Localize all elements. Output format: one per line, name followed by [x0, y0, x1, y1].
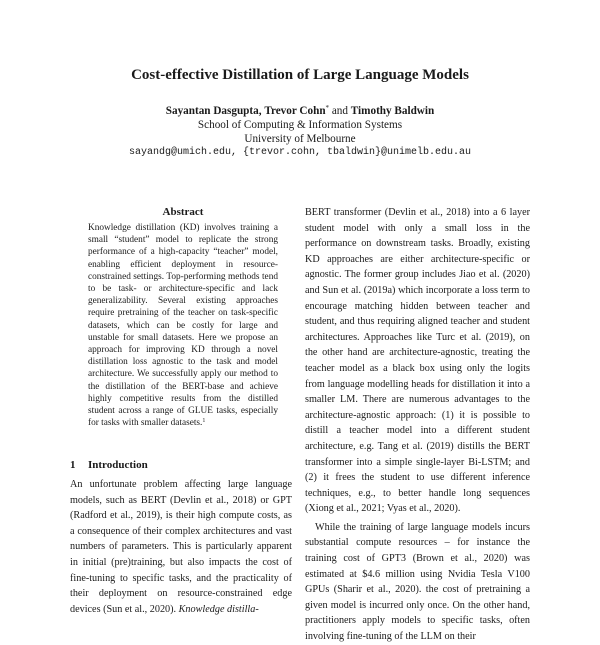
- abstract-text: Knowledge distillation (KD) involves training a small “student” model to replicate the strong performance of a high-capacity “teacher” model, enabling efficient deployment in resource-constrained settings. Top-performing methods tend to be task- or architecture-specific and lack generalizability. Several existing approaches require pretraining of the teacher on task-specific datasets, which can be costly for large and unstable for small datasets. Here we propose an approach for improving KD through a novel distillation loss agnostic to the task and model architecture. We successfully apply our method to the distillation of the BERT-base and achieve highly competitive results from the distilled student across a range of GLUE tasks, especially for tasks with smaller datasets.: [88, 223, 278, 429]
- section-heading-introduction: [70, 458, 290, 472]
- paper-title: Cost-effective Distillation of Large Language Models: [131, 67, 469, 83]
- author-name: Trevor Cohn: [264, 105, 326, 117]
- intro-italic-term: Knowledge distilla-: [178, 603, 259, 615]
- author-line: [0, 104, 600, 118]
- footnote-mark: 1: [202, 418, 206, 425]
- affiliation-university: University of Melbourne: [244, 133, 356, 145]
- intro-paragraph: An unfortunate problem affecting large language models, such as BERT (Devlin et al., 2018) or GPT (Radford et al., 2019), is their high compute costs, as a consequence of their complex architectures and vast numbers of parameters. This is particularly apparent in initial (pre)training, but also impacts the cost of fine-tuning to specific tasks, and the practicality of their deployment on resource-constrained edge devices (Sun et al., 2020).: [70, 479, 292, 615]
- abstract-body: [88, 222, 278, 429]
- author-name: Timothy Baldwin: [350, 105, 435, 117]
- affiliation-school: School of Computing & Information Systems: [197, 119, 403, 131]
- author-name: Sayantan Dasgupta,: [165, 105, 262, 117]
- section-number: 1: [70, 459, 76, 471]
- author-conjunction: and: [331, 105, 348, 117]
- right-paragraph-1: BERT transformer (Devlin et al., 2018) into a 6 layer student model with only a small loss in the performance on downstream tasks. Broadly, existing KD approaches are either architecture-specific or agnostic. The former group includes Jiao et al. (2020) and Sun et al. (2019a) which incorporate a loss term to encourage matching hidden between teacher and student, and thus requiring aligned teacher and student architectures. Approaches like Turc et al. (2019), on the other hand are architecture-agnostic, treating the teacher model as a black box using only the logits from language modelling heads for distillation it into a smaller LM. There are numerous advantages to the architecture-agnostic approach: (1) it is possible to distill a teacher model into a different student architecture, e.g. Tang et al. (2019) distills the BERT transformer into a simple single-layer Bi-LSTM; and (2) it frees the student to use different inference techniques, e.g., to better handle long sequences (Xiong et al., 2021; Vyas et al., 2020).: [305, 207, 530, 515]
- author-footnote-mark: *: [325, 104, 330, 112]
- section-title: Introduction: [88, 459, 148, 471]
- introduction-body: [70, 477, 292, 617]
- right-paragraph-2: While the training of large language models incurs substantial compute resources – for instance the training cost of GPT3 (Brown et al., 2020) was estimated at $4.6 million using Nvidia Tesla V100 GPUs (Sharir et al., 2020). the cost of pretraining a given model is incurred only once. On the other hand, practitioners apply models to specific tasks, often involving fine-tuning of the LLM on their: [305, 521, 530, 643]
- abstract-heading: Abstract: [162, 206, 204, 218]
- right-column-body: [305, 205, 530, 645]
- author-emails: sayandg@umich.edu, {trevor.cohn, tbaldwin}@unimelb.edu.au: [128, 147, 472, 158]
- author-block: [0, 104, 600, 160]
